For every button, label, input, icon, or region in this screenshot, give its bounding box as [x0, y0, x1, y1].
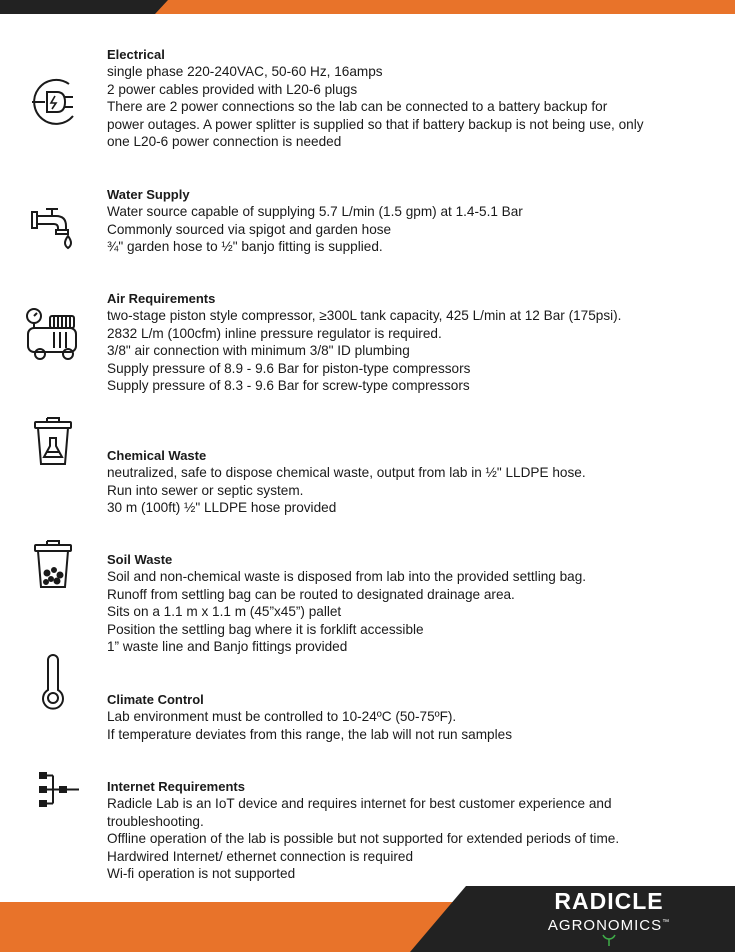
- section-title: Chemical Waste: [107, 448, 207, 463]
- top-header-band: [0, 0, 735, 14]
- section-line: Water source capable of supplying 5.7 L/min (1.5 gpm) at 1.4-5.1 Bar: [107, 204, 523, 219]
- section-line: Position the settling bag where it is forklift accessible: [107, 621, 424, 637]
- section-internet-requirements: [107, 778, 707, 883]
- section-line: one L20-6 power connection is needed: [107, 134, 342, 149]
- section-line: If temperature deviates from this range, the lab will not run samples: [107, 726, 512, 742]
- section-water-supply: [107, 186, 707, 256]
- section-line: Soil and non-chemical waste is disposed from lab into the provided settling bag.: [107, 569, 587, 584]
- section-title: Internet Requirements: [107, 779, 245, 794]
- section-line: two-stage piston style compressor, ≥300L tank capacity, 425 L/min at 12 Bar (175psi).: [107, 308, 622, 323]
- power-plug-icon: [29, 76, 81, 128]
- section-title: Soil Waste: [107, 552, 173, 567]
- section-line: Commonly sourced via spigot and garden hose: [107, 221, 392, 237]
- section-line: Radicle Lab is an IoT device and requires internet for best customer experience and: [107, 796, 612, 811]
- section-electrical: [107, 46, 707, 151]
- section-air-requirements: [107, 290, 707, 395]
- soil-waste-bin-icon: [33, 537, 73, 591]
- network-icon: [37, 770, 81, 810]
- thermometer-icon: [40, 654, 66, 710]
- section-line: Runoff from settling bag can be routed to designated drainage area.: [107, 586, 515, 602]
- section-title: Air Requirements: [107, 291, 216, 306]
- section-line: single phase 220-240VAC, 50-60 Hz, 16amps: [107, 64, 383, 79]
- section-chemical-waste: [107, 447, 707, 517]
- leaf-icon: [602, 934, 616, 946]
- section-title: Electrical: [107, 47, 165, 62]
- section-climate-control: [107, 691, 707, 743]
- section-line: Run into sewer or septic system.: [107, 482, 304, 498]
- section-line: There are 2 power connections so the lab can be connected to a battery backup for: [107, 99, 608, 114]
- section-line: Sits on a 1.1 m x 1.1 m (45”x45”) pallet: [107, 604, 342, 619]
- air-compressor-icon: [24, 306, 82, 362]
- water-faucet-icon: [30, 206, 78, 252]
- section-line: Hardwired Internet/ ethernet connection is required: [107, 848, 414, 864]
- section-line: 2832 L/m (100cfm) inline pressure regulator is required.: [107, 325, 442, 341]
- section-line: Supply pressure of 8.3 - 9.6 Bar for screw-type compressors: [107, 378, 470, 393]
- section-line: Offline operation of the lab is possible but not supported for extended periods of time.: [107, 831, 620, 846]
- section-line: 2 power cables provided with L20-6 plugs: [107, 81, 358, 97]
- section-line: 30 m (100ft) ½" LLDPE hose provided: [107, 500, 337, 515]
- section-line: 3/8" air connection with minimum 3/8" ID plumbing: [107, 343, 410, 358]
- section-line: neutralized, safe to dispose chemical waste, output from lab in ½" LLDPE hose.: [107, 465, 586, 480]
- section-line: power outages. A power splitter is supplied so that if battery backup is not being use, only: [107, 116, 644, 132]
- section-line: Wi-fi operation is not supported: [107, 866, 296, 881]
- chemical-waste-bin-icon: [33, 414, 73, 468]
- section-line: troubleshooting.: [107, 813, 204, 829]
- section-line: ¾" garden hose to ½" banjo fitting is supplied.: [107, 239, 383, 254]
- section-soil-waste: [107, 551, 707, 656]
- section-line: 1” waste line and Banjo fittings provided: [107, 639, 348, 654]
- section-line: Lab environment must be controlled to 10-24ºC (50-75ºF).: [107, 709, 457, 724]
- section-title: Climate Control: [107, 692, 204, 707]
- section-title: Water Supply: [107, 187, 190, 202]
- section-line: Supply pressure of 8.9 - 9.6 Bar for piston-type compressors: [107, 360, 471, 376]
- logo-wordmark-bottom: AGRONOMICS™: [547, 917, 671, 934]
- logo-wordmark-top: RADICLE: [554, 888, 664, 914]
- radicle-agronomics-logo: [544, 888, 674, 948]
